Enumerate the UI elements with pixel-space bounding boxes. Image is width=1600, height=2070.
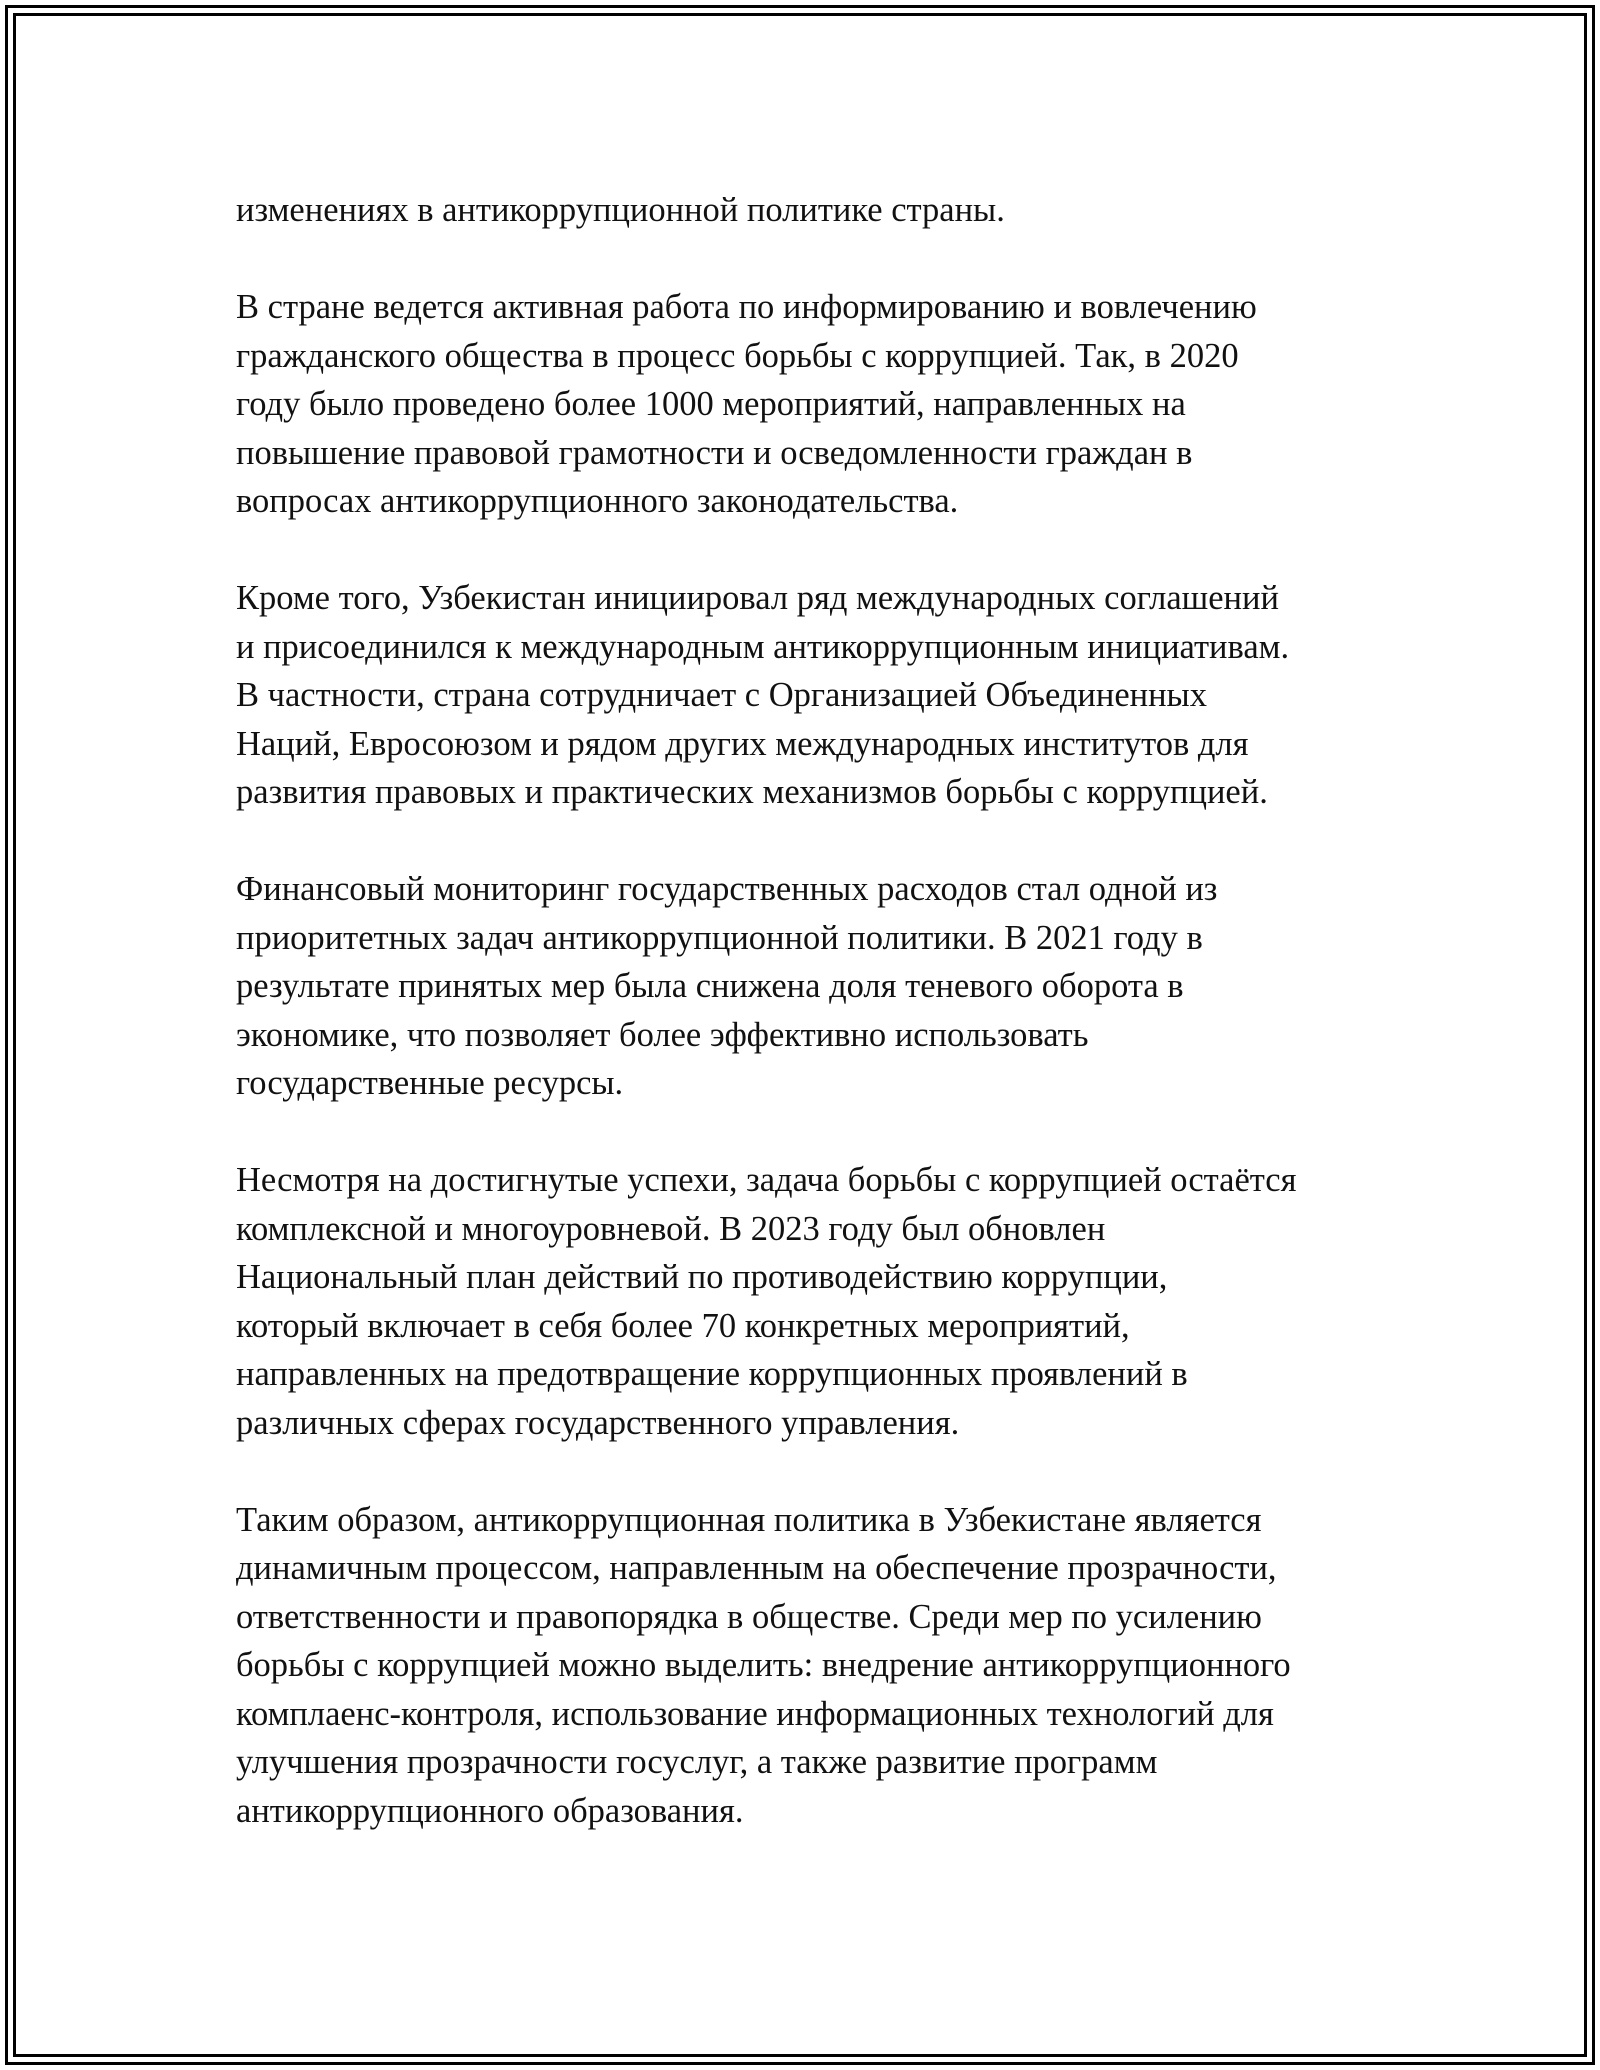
paragraph-national-action-plan: Несмотря на достигнутые успехи, задача борьбы с коррупцией остаётся комплексной и многоуровневой. В 2023 году был обновлен Национальный план действий по противодействию коррупции, который включает в себя более 70 конкретных мероприятий, направленных на предотвращение коррупционных проявлений в различных сферах государственного управления. (236, 1161, 1297, 1442)
paragraph-international-cooperation: Кроме того, Узбекистан инициировал ряд международных соглашений и присоединился к международным антикоррупционным инициативам. В частности, страна сотрудничает с Организацией Объединенных Наций, Евросоюзом и рядом других международных институтов для развития правовых и практических механизмов борьбы с коррупцией. (236, 579, 1290, 811)
paragraph-financial-monitoring: Финансовый мониторинг государственных расходов стал одной из приоритетных задач антикоррупционной политики. В 2021 году в результате принятых мер была снижена доля теневого оборота в экономике, что позволяет более эффективно использовать государственные ресурсы. (236, 870, 1218, 1102)
document-body (236, 186, 1386, 1835)
paragraph-conclusion: Таким образом, антикоррупционная политика в Узбекистане является динамичным процессом, направленным на обеспечение прозрачности, ответственности и правопорядка в обществе. Среди мер по усилению борьбы с коррупцией можно выделить: внедрение антикоррупционного комплаенс-контроля, использование информационных технологий для улучшения прозрачности госуслуг, а также развитие программ антикоррупционного образования. (236, 1500, 1291, 1830)
paragraph-civil-society: В стране ведется активная работа по информированию и вовлечению гражданского общества в процесс борьбы с коррупцией. Так, в 2020 году было проведено более 1000 мероприятий, направленных на повышение правовой грамотности и осведомленности граждан в вопросах антикоррупционного законодательства. (236, 288, 1257, 520)
paragraph-continuation: изменениях в антикоррупционной политике страны. (236, 191, 1005, 229)
